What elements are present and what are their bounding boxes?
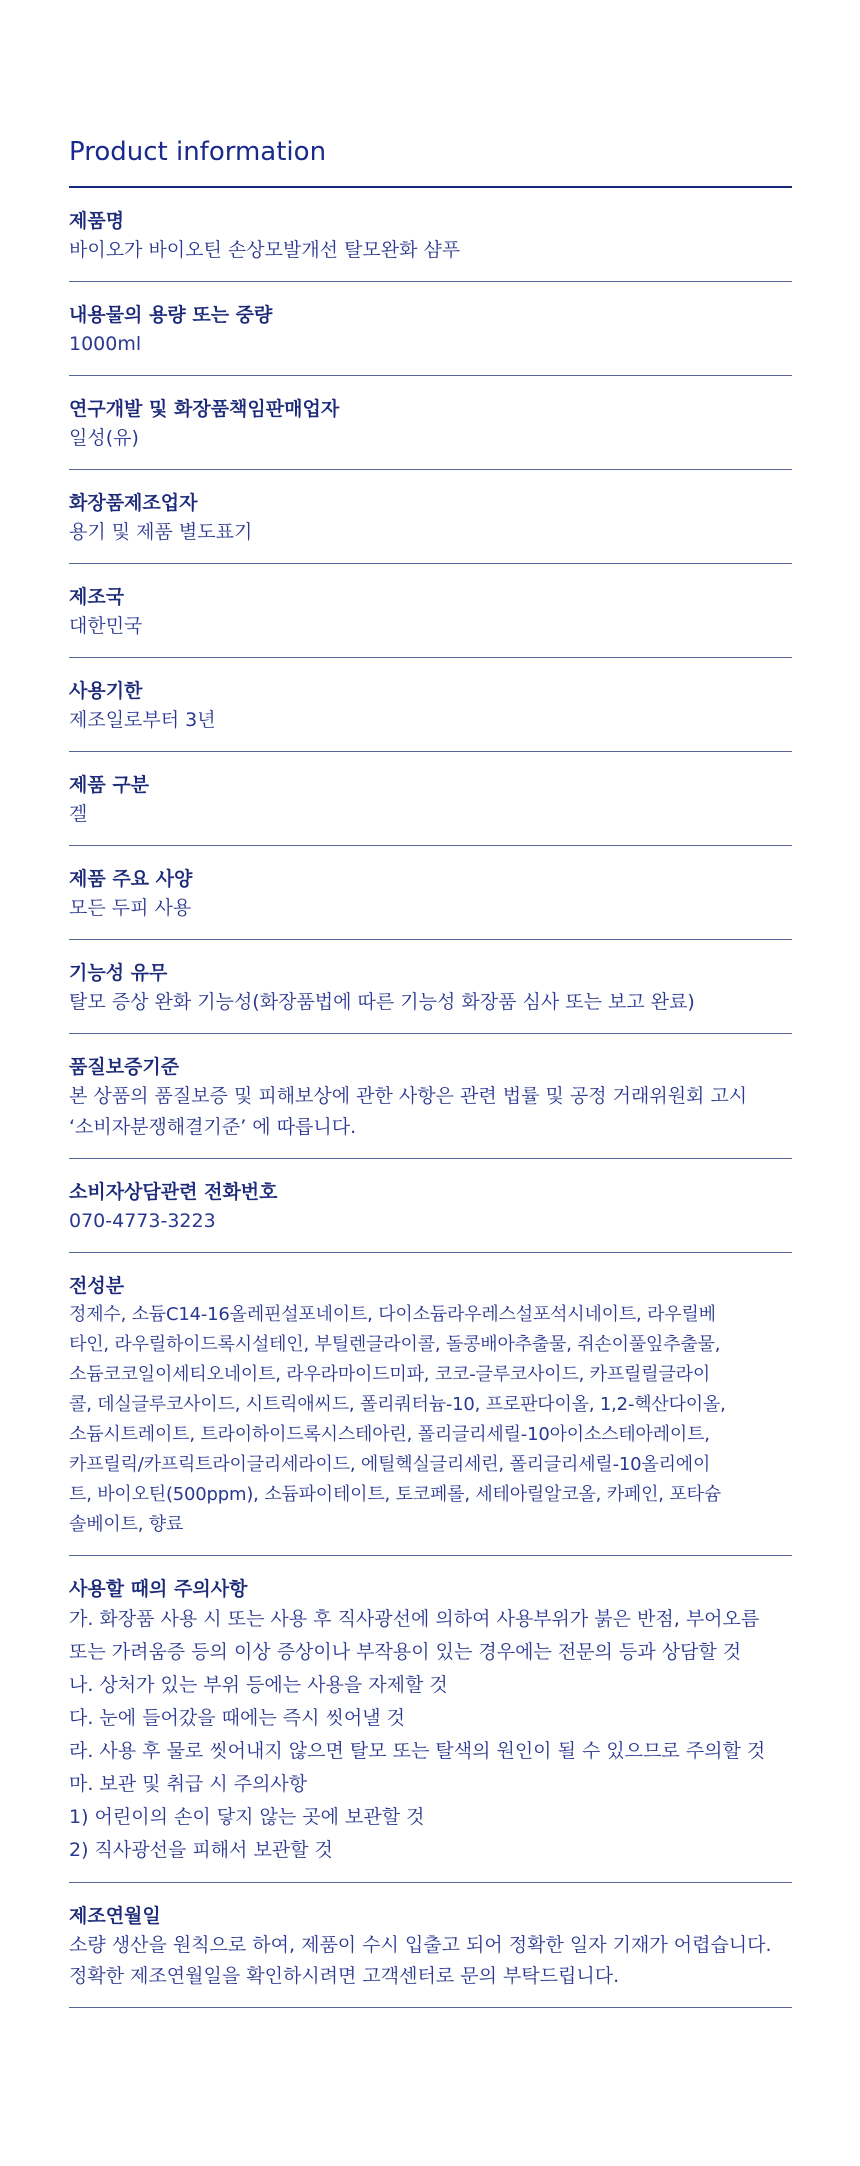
info-section [69,752,792,846]
info-value-line: 콜, 데실글루코사이드, 시트릭애씨드, 폴리쿼터늄-10, 프로판다이올, 1,2-헥산다이올, [69,1394,726,1415]
page-title: Product information [69,137,327,167]
info-value [69,329,792,360]
info-value-line: 소듐시트레이트, 트라이하이드록시스테아린, 폴리글리세릴-10아이소스테아레이트, [69,1424,710,1445]
info-section [69,470,792,564]
info-value-line: 정제수, 소듐C14-16올레핀설포네이트, 다이소듐라우레스설포석시네이트, 라우릴베 [69,1304,716,1325]
info-value-line: 겔 [69,803,88,825]
info-section [69,376,792,470]
info-section [69,188,792,282]
info-value-line: 소량 생산을 원칙으로 하여, 제품이 수시 입출고 되어 정확한 일자 기재가 어렵습니다. [69,1934,772,1956]
info-value-line: 또는 가려움증 등의 이상 증상이나 부작용이 있는 경우에는 전문의 등과 상담할 것 [69,1641,742,1663]
info-section [69,1034,792,1159]
info-section [69,1159,792,1253]
info-value [69,235,792,266]
info-label: 제조연월일 [69,1905,161,1927]
info-section [69,1883,792,2008]
info-sections [69,188,792,2008]
info-value-line: 모든 두피 사용 [69,897,192,919]
info-value-line: 2) 직사광선을 피해서 보관할 것 [69,1839,333,1861]
info-value-line: 트, 바이오틴(500ppm), 소듐파이테이트, 토코페롤, 세테아릴알코올, 카페인, 포타슘 [69,1484,721,1505]
info-value-line: ‘소비자분쟁해결기준’ 에 따릅니다. [69,1116,357,1138]
info-label: 제품 구분 [69,774,150,796]
info-value-line: 탈모 증상 완화 기능성(화장품법에 따른 기능성 화장품 심사 또는 보고 완료) [69,991,695,1013]
info-value-line: 나. 상처가 있는 부위 등에는 사용을 자제할 것 [69,1674,448,1696]
info-value [69,517,792,548]
info-value-line: 타인, 라우릴하이드록시설테인, 부틸렌글라이콜, 돌콩배아추출물, 쥐손이풀잎추출물, [69,1334,721,1355]
info-section [69,282,792,376]
info-section [69,1556,792,1883]
info-label: 품질보증기준 [69,1056,180,1078]
info-label: 전성분 [69,1275,125,1297]
info-section [69,564,792,658]
info-label: 내용물의 용량 또는 중량 [69,304,273,326]
info-value-line: 070-4773-3223 [69,1210,216,1232]
info-label: 제조국 [69,586,125,608]
info-label: 사용기한 [69,680,143,702]
info-value [69,1930,792,1992]
info-section [69,658,792,752]
info-value [69,611,792,642]
info-section [69,1253,792,1556]
info-value [69,1603,792,1867]
info-label: 소비자상담관련 전화번호 [69,1181,278,1203]
info-value-line: 1000ml [69,333,142,355]
info-label: 연구개발 및 화장품책임판매업자 [69,398,340,420]
info-value [69,893,792,924]
info-label: 화장품제조업자 [69,492,198,514]
info-label: 사용할 때의 주의사항 [69,1578,248,1600]
info-section [69,940,792,1034]
info-value-line: 마. 보관 및 취급 시 주의사항 [69,1773,308,1795]
info-value-line: 정확한 제조연월일을 확인하시려면 고객센터로 문의 부탁드립니다. [69,1965,620,1987]
info-value-line: 솔베이트, 향료 [69,1514,184,1535]
info-value-line: 바이오가 바이오틴 손상모발개선 탈모완화 샴푸 [69,239,461,261]
info-value-line: 다. 눈에 들어갔을 때에는 즉시 씻어낼 것 [69,1707,405,1729]
info-label: 제품명 [69,210,125,232]
info-value [69,705,792,736]
info-section [69,846,792,940]
info-value-line: 제조일로부터 3년 [69,709,216,731]
info-value [69,799,792,830]
info-value-line: 카프릴릭/카프릭트라이글리세라이드, 에틸헥실글리세린, 폴리글리세릴-10올리에이 [69,1454,711,1475]
info-value-line: 라. 사용 후 물로 씻어내지 않으면 탈모 또는 탈색의 원인이 될 수 있으므로 주의할 것 [69,1740,766,1762]
info-value [69,1206,792,1237]
info-label: 제품 주요 사양 [69,868,193,890]
info-value-line: 용기 및 제품 별도표기 [69,521,253,543]
info-value-line: 일성(유) [69,427,139,449]
info-value [69,1081,792,1143]
info-label: 기능성 유무 [69,962,168,984]
info-value [69,987,792,1018]
info-value [69,423,792,454]
info-value [69,1300,792,1540]
info-value-line: 대한민국 [69,615,143,637]
info-value-line: 본 상품의 품질보증 및 피해보상에 관한 사항은 관련 법률 및 공정 거래위원회 고시 [69,1085,748,1107]
info-value-line: 1) 어린이의 손이 닿지 않는 곳에 보관할 것 [69,1806,425,1828]
info-value-line: 소듐코코일이세티오네이트, 라우라마이드미파, 코코-글루코사이드, 카프릴릴글라이 [69,1364,711,1385]
info-value-line: 가. 화장품 사용 시 또는 사용 후 직사광선에 의하여 사용부위가 붉은 반점, 부어오름 [69,1608,760,1630]
